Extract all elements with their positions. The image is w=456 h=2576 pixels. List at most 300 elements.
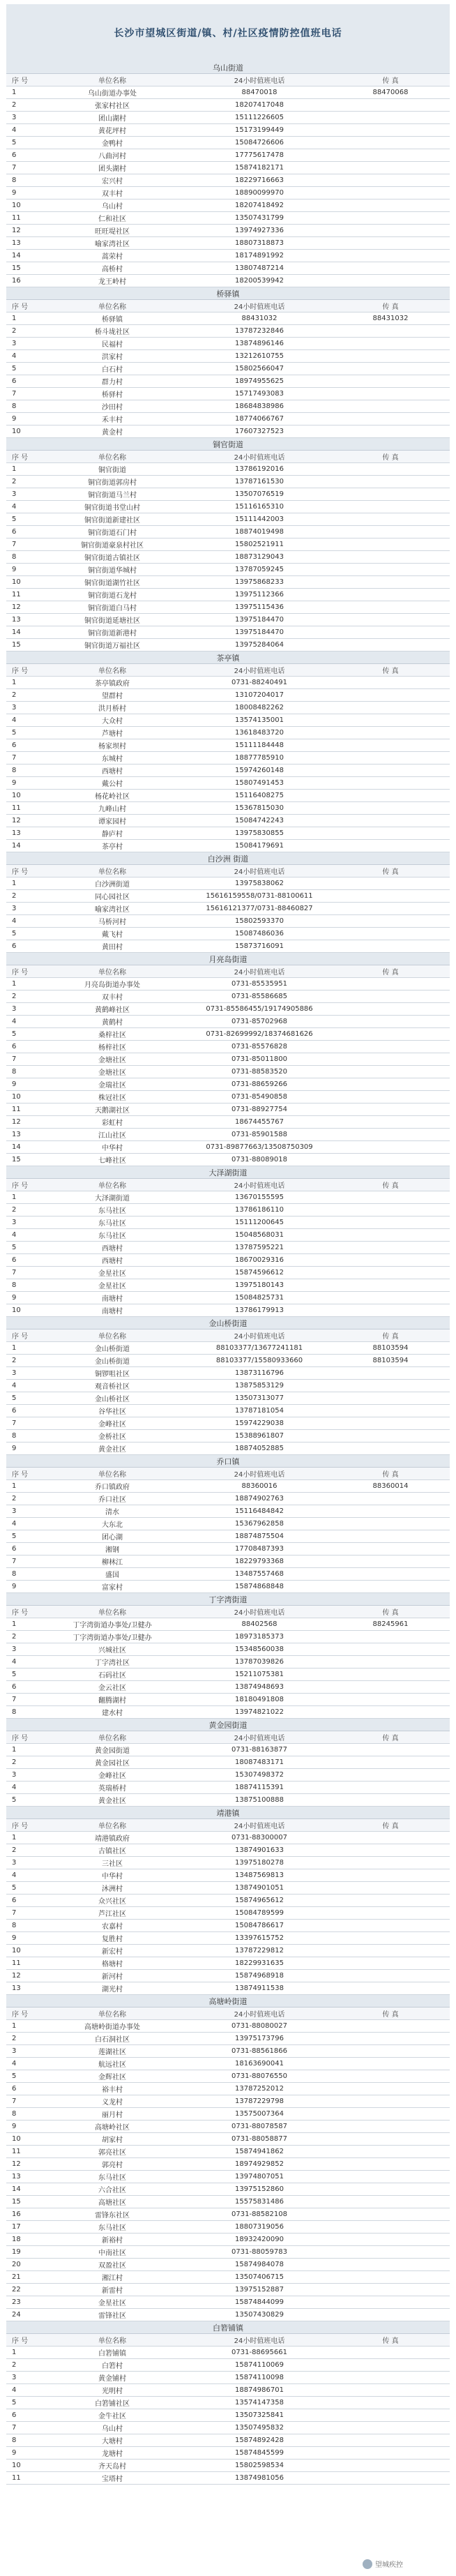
column-header-row — [6, 74, 450, 86]
row-number: 13 — [12, 2173, 21, 2180]
table-row — [6, 137, 450, 149]
fax-number: 88470068 — [372, 89, 409, 96]
row-number: 21 — [12, 2273, 21, 2281]
column-header-tel: 24小时值班电话 — [234, 969, 285, 977]
table-row — [6, 1493, 450, 1505]
fax-number — [331, 1505, 450, 1517]
table-row — [6, 1844, 450, 1857]
row-number: 14 — [12, 1143, 21, 1151]
duty-phone: 15367815030 — [235, 804, 284, 812]
table-row — [6, 2221, 450, 2234]
duty-phone: 13874896146 — [235, 340, 284, 347]
table-row — [6, 1581, 450, 1593]
unit-name: 金星社区 — [98, 1270, 126, 1278]
duty-phone: 88431032 — [241, 315, 278, 322]
row-number: 9 — [12, 779, 17, 787]
unit-name: 郭亮村 — [102, 2162, 123, 2169]
table-row — [6, 2208, 450, 2221]
table-row — [6, 626, 450, 639]
column-header-fax: 传 真 — [382, 1735, 399, 1742]
table-row — [6, 903, 450, 915]
fax-number — [331, 1217, 450, 1228]
duty-phone: 13787229798 — [235, 2097, 284, 2105]
duty-phone: 15084789599 — [235, 1909, 284, 1917]
row-number: 11 — [12, 2474, 21, 2482]
row-number: 3 — [12, 1369, 17, 1377]
row-number: 5 — [12, 1796, 17, 1804]
fax-number — [331, 1669, 450, 1680]
duty-phone: 13212610755 — [235, 352, 284, 360]
table-row — [6, 1518, 450, 1530]
unit-name: 龙塘村 — [102, 2450, 123, 2458]
column-header-fax: 传 真 — [382, 1182, 399, 1190]
duty-phone: 0731-88240491 — [231, 679, 287, 686]
duty-phone: 0731-88059783 — [231, 2248, 287, 2256]
row-number: 8 — [12, 2436, 17, 2444]
row-number: 9 — [12, 1080, 17, 1088]
duty-phone: 13975180143 — [235, 1281, 284, 1289]
row-number: 1 — [12, 1344, 17, 1352]
duty-phone: 88360016 — [241, 1482, 278, 1490]
fax-number — [331, 2196, 450, 2208]
duty-phone: 15874965612 — [235, 1897, 284, 1904]
column-header-name: 单位名称 — [98, 969, 126, 977]
row-number: 3 — [12, 1507, 17, 1515]
table-row — [6, 2246, 450, 2259]
table-row — [6, 1832, 450, 1844]
unit-name: 江山社区 — [98, 1132, 126, 1140]
duty-phone: 15616121377/0731-88460827 — [206, 905, 313, 912]
unit-name: 铜官街道石龙村 — [88, 592, 137, 600]
column-header-row — [6, 965, 450, 978]
row-number: 2 — [12, 1357, 17, 1364]
column-header-tel: 24小时值班电话 — [234, 2337, 285, 2345]
table-row — [6, 325, 450, 338]
duty-phone: 15048568031 — [235, 1231, 284, 1239]
row-number: 6 — [12, 151, 17, 159]
table-row — [6, 187, 450, 199]
fax-number — [331, 1932, 450, 1944]
row-number: 10 — [12, 792, 21, 799]
fax-number — [331, 2271, 450, 2283]
section-header: 丁字湾街道 — [6, 1593, 450, 1606]
duty-phone: 13873116796 — [235, 1369, 284, 1377]
row-number: 8 — [12, 2110, 17, 2118]
fax-number — [331, 2070, 450, 2082]
table-row — [6, 2347, 450, 2359]
section-header: 靖港镇 — [6, 1807, 450, 1819]
duty-phone: 88470018 — [241, 89, 278, 96]
row-number: 4 — [12, 1658, 17, 1666]
table-row — [6, 363, 450, 375]
duty-phone: 15874868848 — [235, 1583, 284, 1590]
duty-phone: 13786186110 — [235, 1206, 284, 1214]
duty-phone: 13787059245 — [235, 566, 284, 573]
unit-name: 宝塔村 — [102, 2476, 123, 2483]
duty-phone: 15307498372 — [235, 1771, 284, 1779]
unit-name: 喻家湾社区 — [95, 241, 130, 248]
table-row — [6, 1694, 450, 1706]
row-number: 1 — [12, 1482, 17, 1490]
duty-phone: 18229716663 — [235, 176, 284, 184]
duty-phone: 17607327523 — [235, 428, 284, 435]
column-header-fax: 传 真 — [382, 1609, 399, 1617]
row-number: 13 — [12, 616, 21, 624]
fax-number — [331, 1380, 450, 1392]
table-row — [6, 1480, 450, 1493]
column-header-fax: 传 真 — [382, 2011, 399, 2019]
column-header-tel: 24小时值班电话 — [234, 77, 285, 85]
fax-number — [331, 677, 450, 688]
table-row — [6, 2296, 450, 2309]
row-number: 3 — [12, 1859, 17, 1867]
duty-phone: 17775617478 — [235, 151, 284, 159]
row-number: 2 — [12, 2361, 17, 2369]
row-number: 22 — [12, 2286, 21, 2293]
duty-phone: 0731-85702968 — [231, 1018, 287, 1025]
fax-number — [331, 576, 450, 588]
table-row — [6, 1970, 450, 1982]
row-number: 2 — [12, 993, 17, 1000]
column-header-name: 单位名称 — [98, 1471, 126, 1479]
table-row — [6, 1417, 450, 1430]
duty-phone: 13618483720 — [235, 729, 284, 737]
column-header-fax: 传 真 — [382, 668, 399, 675]
fax-number — [331, 1869, 450, 1881]
duty-phone: 13507325841 — [235, 2411, 284, 2419]
unit-name: 西塘村 — [102, 768, 123, 776]
unit-name: 南塘村 — [102, 1295, 123, 1303]
fax-number — [331, 1116, 450, 1128]
unit-name: 谷华社区 — [98, 1408, 126, 1416]
row-number: 11 — [12, 1106, 21, 1113]
unit-name: 古镇社区 — [98, 1848, 126, 1855]
unit-name: 铜官街道书堂山村 — [84, 504, 140, 512]
row-number: 16 — [12, 277, 21, 285]
fax-number — [331, 1254, 450, 1266]
row-number: 10 — [12, 202, 21, 209]
fax-number — [331, 915, 450, 927]
duty-phone: 13975284064 — [235, 641, 284, 649]
fax-number — [331, 2221, 450, 2233]
table-row — [6, 978, 450, 991]
duty-phone: 18932420090 — [235, 2236, 284, 2243]
unit-name: 英瑞桥村 — [98, 1785, 126, 1793]
duty-phone: 18874052885 — [235, 1445, 284, 1452]
duty-phone: 13507076519 — [235, 490, 284, 498]
row-number: 11 — [12, 591, 21, 598]
fax-number — [331, 589, 450, 601]
column-header-row — [6, 1179, 450, 1191]
table-row — [6, 174, 450, 187]
duty-phone: 18163690041 — [235, 2060, 284, 2067]
unit-name: 湖光村 — [102, 1986, 123, 1994]
unit-name: 芦塘村 — [102, 730, 123, 738]
duty-phone: 13975180278 — [235, 1859, 284, 1867]
fax-number — [331, 2347, 450, 2358]
table-row — [6, 702, 450, 714]
row-number: 4 — [12, 1871, 17, 1879]
fax-number — [331, 250, 450, 262]
fax-number — [331, 878, 450, 889]
unit-name: 金山桥街道 — [95, 1358, 130, 1366]
unit-name: 金山桥社区 — [95, 1396, 130, 1403]
duty-phone: 15874892428 — [235, 2436, 284, 2444]
fax-number — [331, 1204, 450, 1216]
fax-number — [331, 2472, 450, 2484]
fax-number — [331, 840, 450, 852]
duty-phone: 88103377/15580933660 — [215, 1357, 303, 1364]
fax-number — [331, 1141, 450, 1153]
table-row — [6, 400, 450, 413]
unit-name: 三社区 — [102, 1860, 123, 1868]
unit-name: 西塘村 — [102, 1258, 123, 1265]
unit-name: 月亮岛街道办事处 — [84, 981, 140, 989]
column-header-tel: 24小时值班电话 — [234, 454, 285, 462]
fax-number — [331, 1882, 450, 1894]
fax-number — [331, 815, 450, 827]
row-number: 7 — [12, 390, 17, 398]
table-row — [6, 2133, 450, 2146]
table-row — [6, 1254, 450, 1267]
duty-phone: 13874901633 — [235, 1846, 284, 1854]
duty-phone: 18229793368 — [235, 1558, 284, 1565]
column-header-name: 单位名称 — [98, 1735, 126, 1742]
unit-name: 湘钢 — [105, 1546, 119, 1554]
duty-phone: 13397615752 — [235, 1934, 284, 1942]
unit-name: 中南社区 — [98, 2250, 126, 2257]
fax-number — [331, 777, 450, 789]
table-row — [6, 991, 450, 1003]
fax-number — [331, 1405, 450, 1417]
duty-phone: 18874986701 — [235, 2386, 284, 2394]
unit-name: 铜官街道马兰村 — [88, 492, 137, 499]
fax-number — [331, 476, 450, 488]
unit-name: 铜官街道 — [98, 467, 126, 474]
row-number: 4 — [12, 1018, 17, 1025]
fax-number — [331, 1895, 450, 1906]
row-number: 15 — [12, 1156, 21, 1163]
table-row — [6, 1116, 450, 1129]
duty-phone: 15717493083 — [235, 390, 284, 398]
row-number: 5 — [12, 930, 17, 937]
unit-name: 大东北 — [102, 1521, 123, 1529]
table-row — [6, 538, 450, 551]
duty-phone: 13507431799 — [235, 214, 284, 222]
column-header-fax: 传 真 — [382, 1333, 399, 1341]
fax-number — [331, 1945, 450, 1957]
fax-number — [331, 538, 450, 550]
row-number: 3 — [12, 1771, 17, 1779]
table-row — [6, 2397, 450, 2409]
unit-name: 金塘社区 — [98, 1069, 126, 1077]
row-number: 11 — [12, 2148, 21, 2155]
row-number: 6 — [12, 528, 17, 536]
unit-name: 农嘉村 — [102, 1923, 123, 1931]
duty-phone: 13975838062 — [235, 880, 284, 887]
duty-phone: 15084726606 — [235, 139, 284, 146]
row-number: 6 — [12, 1545, 17, 1553]
row-number: 10 — [12, 1947, 21, 1954]
duty-phone: 18807319056 — [235, 2223, 284, 2231]
row-number: 5 — [12, 2072, 17, 2080]
unit-name: 东马社区 — [98, 2174, 126, 2182]
table-row — [6, 1003, 450, 1016]
unit-name: 乌山村 — [102, 2425, 123, 2433]
row-number: 2 — [12, 327, 17, 335]
row-number: 10 — [12, 428, 21, 435]
row-number: 5 — [12, 1030, 17, 1038]
unit-name: 白石洞社区 — [95, 2036, 130, 2044]
table-row — [6, 1229, 450, 1242]
duty-phone: 15084179691 — [235, 842, 284, 850]
fax-number — [331, 2095, 450, 2107]
row-number: 1 — [12, 1620, 17, 1628]
column-header-no: 序 号 — [12, 1823, 29, 1830]
column-header-name: 单位名称 — [98, 77, 126, 85]
duty-phone: 13975184470 — [235, 616, 284, 624]
row-number: 2 — [12, 1206, 17, 1214]
fax-number — [331, 1681, 450, 1693]
unit-name: 戴公村 — [102, 781, 123, 788]
unit-name: 铜官街道古镇社区 — [84, 555, 140, 562]
table-row — [6, 1681, 450, 1694]
row-number: 12 — [12, 2160, 21, 2168]
row-number: 3 — [12, 114, 17, 121]
unit-name: 丁字湾社区 — [95, 1659, 130, 1667]
duty-phone: 13974927336 — [235, 227, 284, 234]
unit-name: 丽月村 — [102, 2111, 123, 2119]
table-row — [6, 2108, 450, 2121]
table-row — [6, 2146, 450, 2158]
unit-name: 旺旺堤社区 — [95, 228, 130, 236]
duty-phone: 0731-88089018 — [231, 1156, 287, 1163]
duty-phone: 15874968918 — [235, 1972, 284, 1980]
table-row — [6, 1656, 450, 1669]
row-number: 7 — [12, 1419, 17, 1427]
unit-name: 新宏村 — [102, 1948, 123, 1956]
row-number: 1 — [12, 880, 17, 887]
table-row — [6, 764, 450, 777]
duty-phone: 18874875504 — [235, 1532, 284, 1540]
table-row — [6, 1367, 450, 1380]
footer-watermark — [363, 2559, 403, 2569]
row-number: 9 — [12, 415, 17, 423]
unit-name: 桥驿村 — [102, 391, 123, 399]
table-row — [6, 2434, 450, 2447]
duty-phone: 15388961807 — [235, 1432, 284, 1440]
unit-name: 金辉社区 — [98, 2074, 126, 2081]
column-header-row — [6, 1731, 450, 1744]
row-number: 24 — [12, 2311, 21, 2319]
fax-number — [331, 564, 450, 575]
fax-number — [331, 2397, 450, 2409]
row-number: 6 — [12, 1256, 17, 1264]
fax-number — [331, 1028, 450, 1040]
unit-name: 洪家村 — [102, 354, 123, 361]
fax-number — [331, 978, 450, 990]
table-row — [6, 2020, 450, 2033]
column-header-name: 单位名称 — [98, 303, 126, 311]
unit-name: 南塘村 — [102, 1308, 123, 1316]
column-header-row — [6, 865, 450, 878]
duty-phone: 13575007364 — [235, 2110, 284, 2118]
unit-name: 金瑞社区 — [98, 1082, 126, 1090]
section-header: 乌山街道 — [6, 61, 450, 74]
table-row — [6, 2234, 450, 2246]
duty-phone: 13807487214 — [235, 264, 284, 272]
table-row — [6, 1430, 450, 1443]
row-number: 13 — [12, 239, 21, 247]
row-number: 9 — [12, 2123, 17, 2130]
row-number: 9 — [12, 1294, 17, 1302]
fax-number — [331, 2246, 450, 2258]
fax-number — [331, 425, 450, 437]
table-row — [6, 1669, 450, 1681]
row-number: 7 — [12, 1696, 17, 1703]
fax-number — [331, 1041, 450, 1053]
unit-name: 八曲河村 — [98, 153, 126, 160]
duty-phone: 15116408275 — [235, 792, 284, 799]
fax-number — [331, 2033, 450, 2044]
duty-phone: 0731-82699992/18374681626 — [206, 1030, 313, 1038]
section-header: 金山桥街道 — [6, 1317, 450, 1330]
table-row — [6, 350, 450, 363]
unit-name: 白箬铺社区 — [95, 2400, 130, 2408]
duty-phone: 13507313077 — [235, 1394, 284, 1402]
duty-phone: 15874182171 — [235, 164, 284, 172]
unit-name: 大泽湖街道 — [95, 1195, 130, 1203]
unit-name: 团山湖村 — [98, 115, 126, 123]
row-number: 2 — [12, 1633, 17, 1641]
unit-name: 龙王岭村 — [98, 278, 126, 286]
unit-name: 众兴社区 — [98, 1898, 126, 1906]
row-number: 4 — [12, 917, 17, 925]
unit-name: 群力村 — [102, 379, 123, 386]
fax-number — [331, 488, 450, 500]
table-row — [6, 1242, 450, 1254]
unit-name: 天鹅湖社区 — [95, 1107, 130, 1115]
unit-name: 黄鹤峰社区 — [95, 1007, 130, 1014]
row-number: 13 — [12, 1131, 21, 1138]
fax-number — [331, 1518, 450, 1530]
table-row — [6, 2121, 450, 2133]
duty-phone: 18874019498 — [235, 528, 284, 536]
row-number: 10 — [12, 1093, 21, 1101]
column-header-name: 单位名称 — [98, 2011, 126, 2019]
section-header: 乔口镇 — [6, 1455, 450, 1468]
fax-number — [331, 325, 450, 337]
fax-number — [331, 890, 450, 902]
fax-number — [331, 2447, 450, 2459]
column-header-name: 单位名称 — [98, 454, 126, 462]
table-row — [6, 1342, 450, 1355]
unit-name: 株冠社区 — [98, 1094, 126, 1102]
table-row — [6, 112, 450, 124]
table-row — [6, 777, 450, 790]
unit-name: 金鸭村 — [102, 140, 123, 148]
duty-phone: 18974955625 — [235, 377, 284, 385]
table-row — [6, 2284, 450, 2296]
table-row — [6, 2045, 450, 2058]
duty-phone: 13670155595 — [235, 1193, 284, 1201]
table-row — [6, 752, 450, 764]
unit-name: 高塘岭街道办事处 — [84, 2024, 140, 2031]
duty-phone: 0731-88583520 — [231, 1068, 287, 1076]
row-number: 13 — [12, 1984, 21, 1992]
duty-phone: 13786192016 — [235, 465, 284, 473]
unit-name: 齐天岛村 — [98, 2463, 126, 2471]
